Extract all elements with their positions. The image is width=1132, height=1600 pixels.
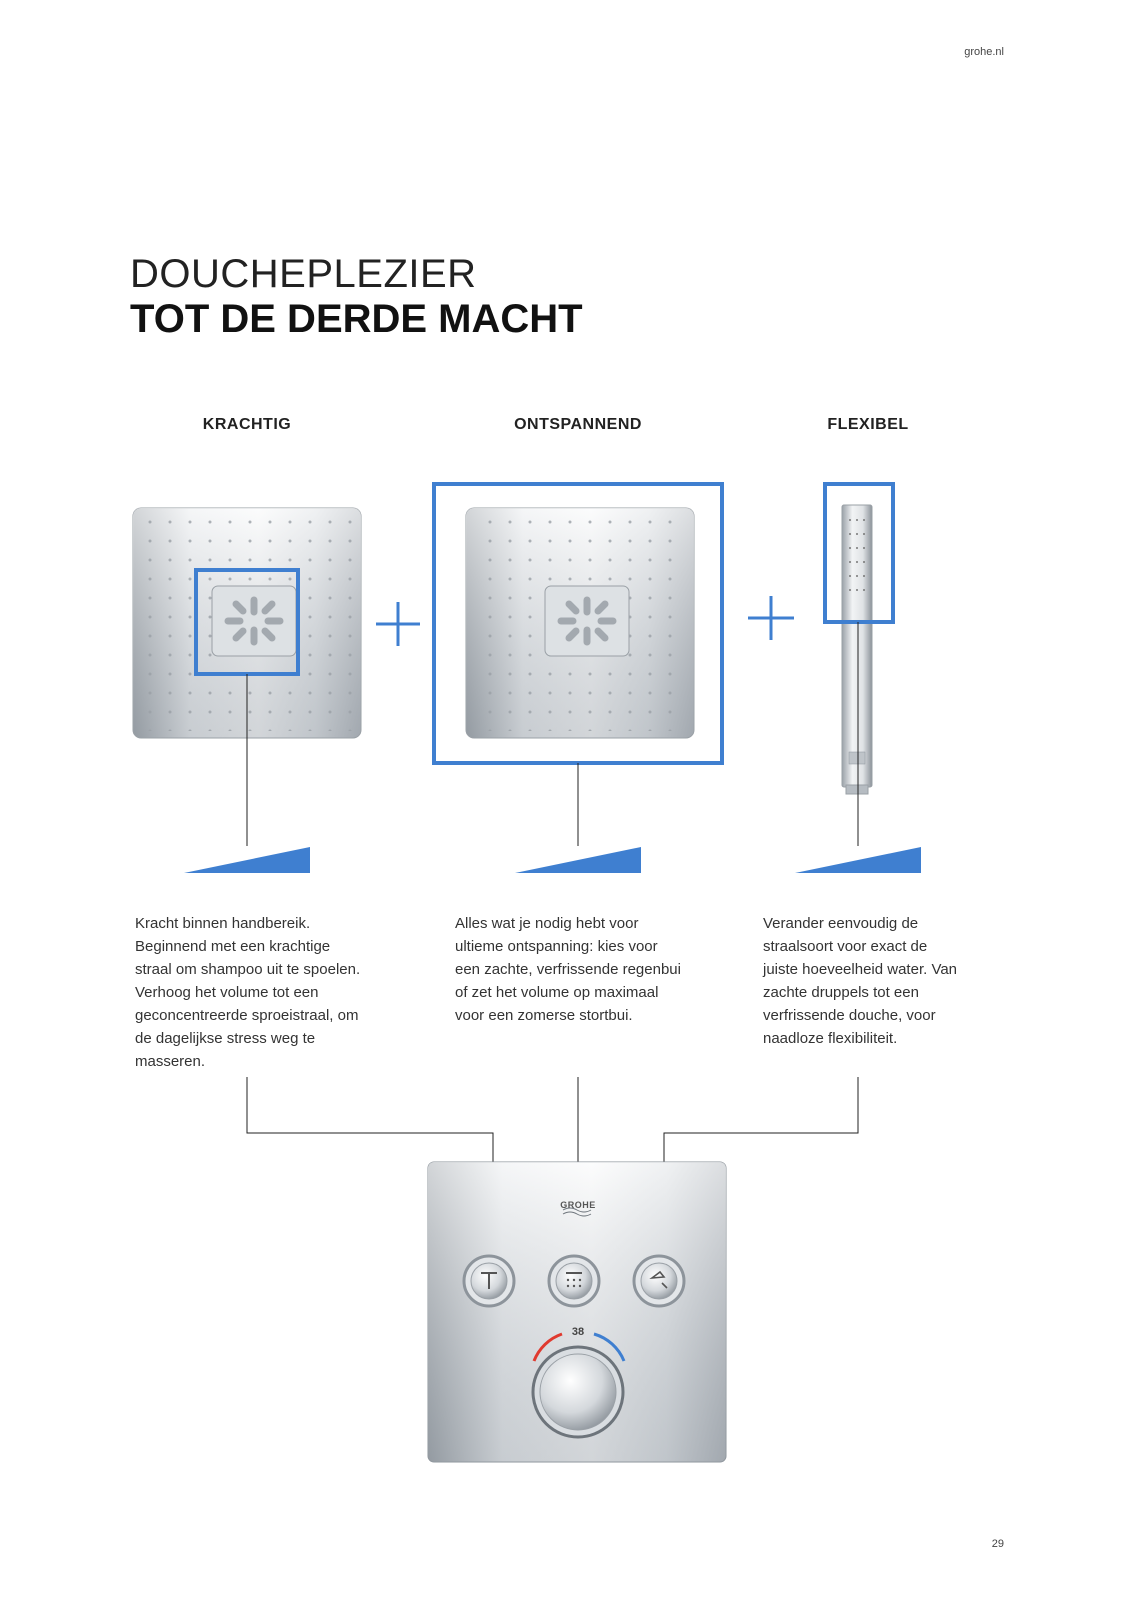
site-url: grohe.nl [964,46,1004,58]
thermostat-brand-logo: GROHE [560,1200,596,1210]
description-flexibel: Verander eenvoudig de straalsoort voor exact de juiste hoeveelheid water. Van zachte druppels tot een verfrissende douche, voor naadloze flexibiliteit. [763,915,958,1047]
plus-icon [376,602,420,646]
plus-icon [748,596,794,640]
shower-head-ontspannend [466,508,694,738]
heading-krachtig: KRACHTIG [202,416,292,433]
heading-ontspannend: ONTSPANNEND [514,416,642,433]
heading-flexibel: FLEXIBEL [827,416,909,433]
page-title-line-1: DOUCHEPLEZIER [130,252,477,296]
volume-wedge-flexibel [795,847,921,873]
description-ontspannend: Alles wat je nodig hebt voor ultieme ontspanning: kies voor een zachte, verfrissende regenbui of zet het volume op maximaal voor een zomerse stortbui. [455,915,681,1024]
thermostat-temperature: 38 [571,1326,585,1338]
thermostat-button-1 [464,1256,514,1306]
volume-wedge-krachtig [184,847,310,873]
hand-shower [842,505,872,794]
description-krachtig: Kracht binnen handbereik. Beginnend met een krachtige straal om shampoo uit te spoelen. Verhoog het volume tot een geconcentreerde sproeistraal, om de dagelijkse stress weg te masseren. [135,915,361,1070]
thermostat-button-3 [634,1256,684,1306]
volume-wedge-ontspannend [515,847,641,873]
thermostat-button-2 [549,1256,599,1306]
page-title-line-2: TOT DE DERDE MACHT [130,297,583,341]
page-number: 29 [991,1538,1004,1550]
